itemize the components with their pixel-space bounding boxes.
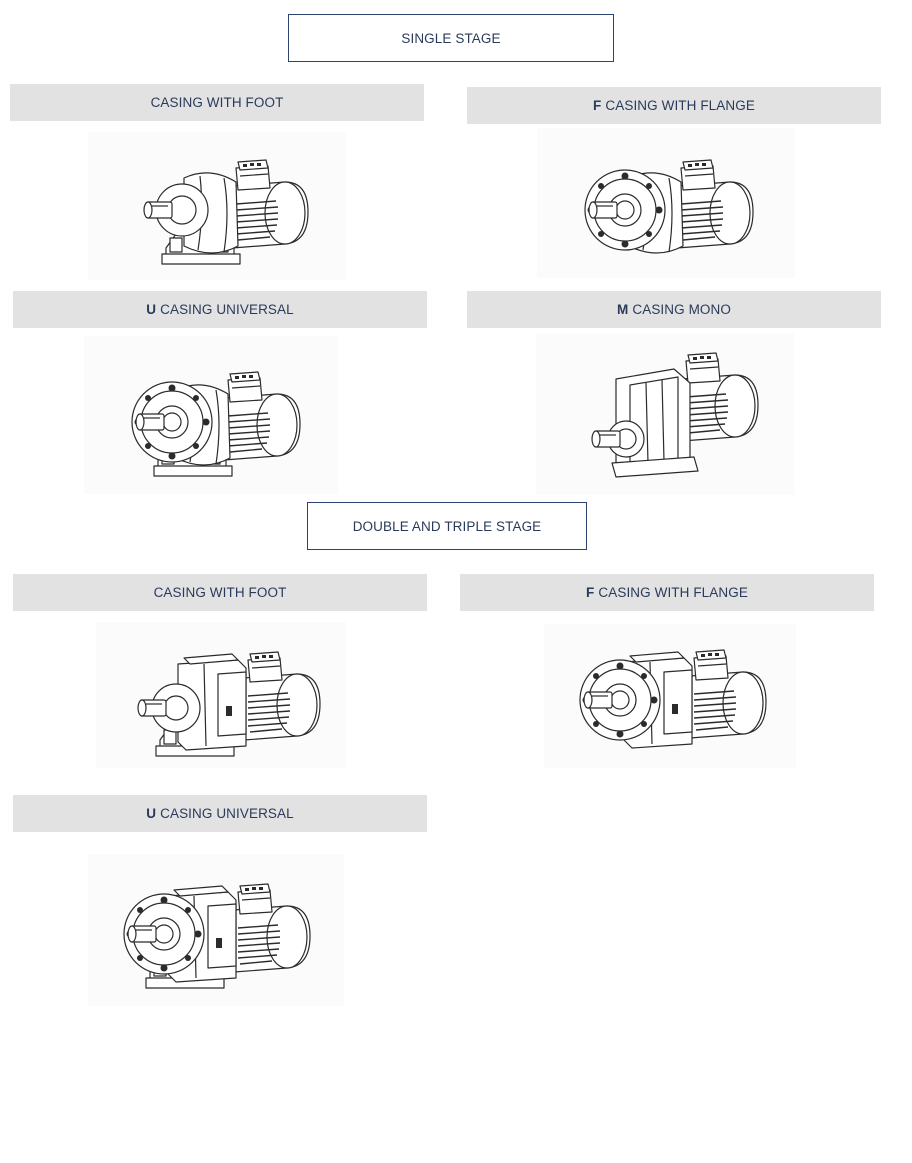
gear-motor-foot-icon xyxy=(96,622,346,768)
single-casing-mono-image xyxy=(536,333,794,495)
multi-casing-flange-label: CASING WITH FLANGE xyxy=(598,585,748,600)
single-casing-flange-bar xyxy=(467,87,881,124)
multi-casing-flange-image xyxy=(544,624,796,768)
multi-casing-universal-image xyxy=(88,854,344,1006)
multi-casing-universal-bar xyxy=(13,795,427,832)
single-casing-foot-image xyxy=(88,132,346,280)
single-casing-mono-bar xyxy=(467,291,881,328)
single-casing-flange-label: CASING WITH FLANGE xyxy=(605,98,755,113)
multi-casing-foot-bar xyxy=(13,574,427,611)
gear-motor-mono-icon xyxy=(536,333,794,495)
multi-casing-flange-bar xyxy=(460,574,874,611)
single-casing-mono-label: CASING MONO xyxy=(632,302,731,317)
gear-motor-universal-icon xyxy=(88,854,344,1006)
multi-casing-universal-letter: U xyxy=(146,806,157,821)
single-stage-heading-text: SINGLE STAGE xyxy=(401,30,501,46)
single-casing-flange-letter: F xyxy=(593,98,602,113)
multi-casing-universal-label: CASING UNIVERSAL xyxy=(160,806,294,821)
double-triple-stage-heading-text: DOUBLE AND TRIPLE STAGE xyxy=(352,518,542,534)
single-casing-foot-label: CASING WITH FOOT xyxy=(150,95,284,110)
single-casing-universal-letter: U xyxy=(146,302,157,317)
single-casing-foot-bar xyxy=(10,84,424,121)
gear-motor-foot-icon xyxy=(88,132,346,280)
single-casing-universal-bar xyxy=(13,291,427,328)
single-casing-universal-label: CASING UNIVERSAL xyxy=(160,302,294,317)
multi-casing-flange-letter: F xyxy=(586,585,595,600)
single-casing-universal-image xyxy=(84,336,338,494)
multi-casing-foot-image xyxy=(96,622,346,768)
gear-motor-universal-icon xyxy=(84,336,338,494)
single-casing-flange-image xyxy=(537,128,795,278)
double-triple-stage-heading xyxy=(307,502,587,550)
gear-motor-flange-icon xyxy=(537,128,795,278)
gear-motor-flange-icon xyxy=(544,624,796,768)
single-casing-mono-letter: M xyxy=(617,302,629,317)
multi-casing-foot-label: CASING WITH FOOT xyxy=(153,585,287,600)
single-stage-heading xyxy=(288,14,614,62)
